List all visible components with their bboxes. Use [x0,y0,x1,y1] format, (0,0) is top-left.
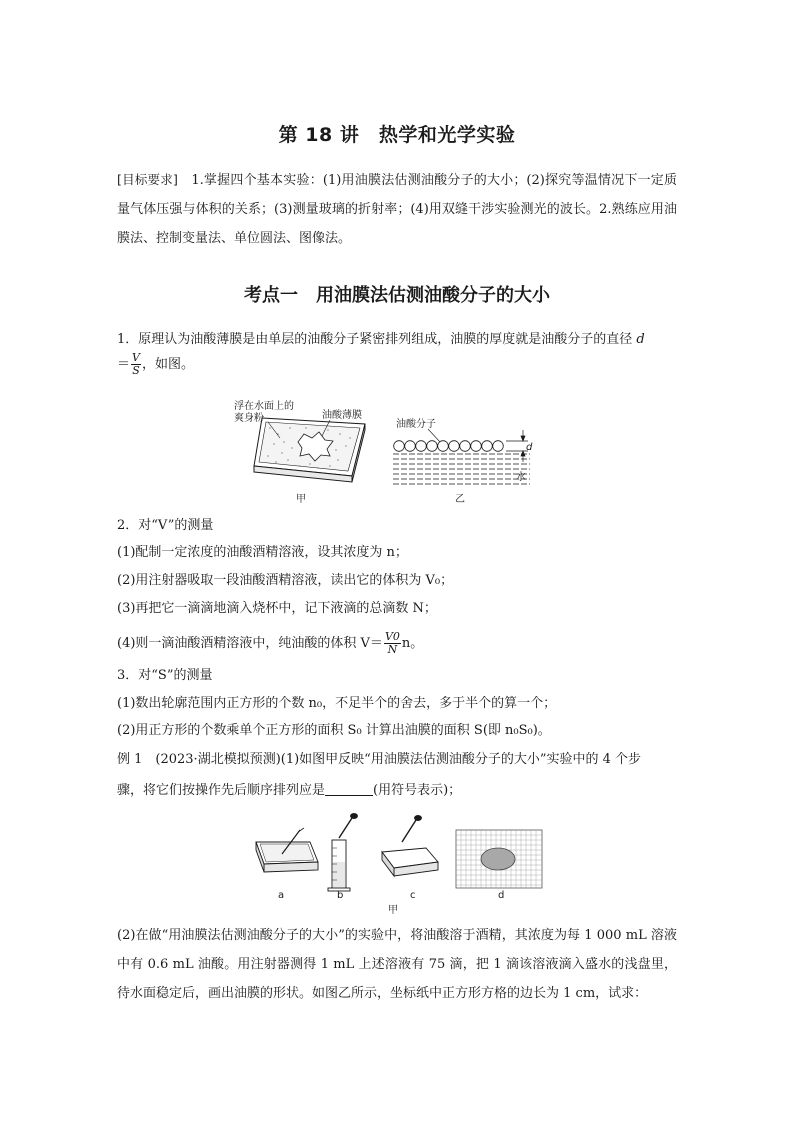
thickness-marker [506,430,528,462]
v-step-4-text: (4)则一滴油酸酒精溶液中，纯油酸的体积 V＝ [117,636,383,651]
v-heading: 2．对“V”的测量 [117,518,214,533]
step-c-label: c [410,890,416,901]
principle-formula [117,352,194,377]
label-water: 水 [516,472,526,483]
step-a-label: a [278,890,285,901]
question-paragraph [117,921,677,1008]
molecule-row [394,441,504,452]
question-text: (2)在做“用油膜法估测油酸分子的大小”的实验中，将油酸溶于酒精，其浓度为每 1 000 mL 溶液中有 0.6 mL 油酸。用注射器测得 1 mL 上述溶液有 75 滴，把 1 滴该溶液滴入盛水的浅盘里，待水面稳定后，画出油膜的形状。如图乙所示，坐标纸中正方形方格的边长为 1 cm，试求： [117,928,677,1001]
v-step-2: (2)用注射器吸取一段油酸酒精溶液，读出它的体积为 V₀； [117,573,454,588]
fraction-v0-over-n [384,631,401,656]
figure-oil-film [230,398,560,506]
formula-eq: ＝ [117,357,131,372]
caption-jia: 甲 [296,494,306,505]
caption-yi: 乙 [455,494,465,505]
fraction-v0: V0 [384,630,400,643]
goal-text: 1.掌握四个基本实验：(1)用油膜法估测油酸分子的大小；(2)探究等温情况下一定质量气体压强与体积的关系；(3)测量玻璃的折射率；(4)用双缝干涉实验测光的波长。2.熟练应用油膜法、控制变量法、单位圆法、图像法。 [117,173,677,246]
example-line-2-text: 骤，将它们按操作先后顺序排列应是 [117,783,326,798]
principle-d: d [636,332,645,347]
fraction-n: N [387,643,398,656]
section-title: 考点一 用油膜法估测油酸分子的大小 [244,285,550,306]
figure-caption-jia: 甲 [388,905,398,916]
step-d-grid [456,830,542,888]
v-step-1: (1)配制一定浓度的油酸酒精溶液，设其浓度为 n； [117,545,408,560]
principle-line [117,332,645,348]
s-heading: 3．对“S”的测量 [117,668,213,683]
lecture-title: 第 18 讲 热学和光学实验 [278,124,516,146]
figure-steps [248,812,548,916]
example-line-1: 例 1 (2023·湖北模拟预测)(1)如图甲反映“用油膜法估测油酸分子的大小”实验中的 4 个步 [117,752,642,767]
step-b-cylinder [328,814,358,892]
step-b-label: b [337,890,344,901]
answer-blank[interactable] [325,782,373,796]
fraction-den: S [132,364,140,377]
principle-text: 1．原理认为油酸薄膜是由单层的油酸分子紧密排列组成，油膜的厚度就是油酸分子的直径 [117,332,633,347]
goal-paragraph [117,165,677,253]
s-step-2: (2)用正方形的个数乘单个正方形的面积 S₀ 计算出油膜的面积 S(即 n₀S₀)。 [117,723,551,738]
label-molecule: 油酸分子 [396,419,436,430]
label-powder-1: 浮在水面上的 [234,401,294,412]
s-step-1: (1)数出轮廓范围内正方形的个数 n₀，不足半个的舍去，多于半个的算一个； [117,696,557,711]
step-a-tray [256,828,318,872]
label-film: 油酸薄膜 [322,410,362,421]
principle-tail: ，如图。 [141,357,194,372]
v-step-4-tail: n。 [401,636,424,651]
example-line-2 [117,782,461,799]
goal-tag: [目标要求] [117,172,178,187]
label-powder-2: 爽身粉 [234,413,264,424]
step-d-label: d [498,890,505,901]
fraction-v-over-s [131,352,141,377]
step-c-dropper [382,816,438,877]
v-step-4 [117,631,423,656]
v-step-3: (3)再把它一滴滴地滴入烧杯中，记下液滴的总滴数 N； [117,601,437,616]
label-d: d [526,442,533,453]
example-line-2-tail: (用符号表示)； [373,783,462,798]
tray-illustration [254,418,365,482]
water-lines [393,454,530,484]
fraction-num: V [132,351,140,364]
